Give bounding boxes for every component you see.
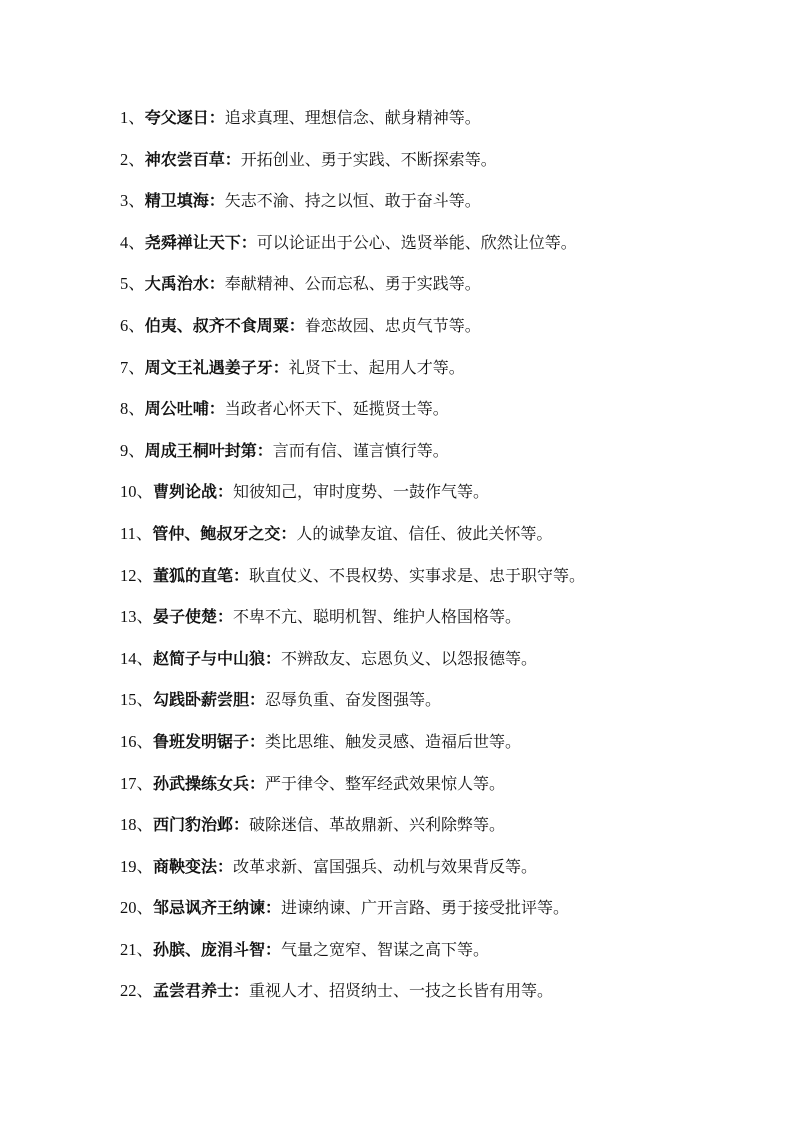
item-title: 神农尝百草： xyxy=(144,149,241,169)
list-item xyxy=(120,520,760,562)
story-list xyxy=(120,104,760,1019)
item-description: 礼贤下士、起用人才等。 xyxy=(288,357,465,377)
list-item xyxy=(120,229,760,271)
list-item xyxy=(120,977,760,1019)
list-item xyxy=(120,562,760,604)
item-number: 5、 xyxy=(120,274,145,294)
item-description: 可以论证出于公心、选贤举能、欣然让位等。 xyxy=(256,232,577,252)
item-number: 14、 xyxy=(120,648,153,668)
item-title: 管仲、鲍叔牙之交： xyxy=(152,523,297,543)
item-title: 孙武操练女兵： xyxy=(153,773,266,793)
list-item xyxy=(120,104,760,146)
list-item xyxy=(120,894,760,936)
item-number: 6、 xyxy=(120,315,145,335)
list-item xyxy=(120,728,760,770)
item-number: 13、 xyxy=(120,607,153,627)
item-title: 晏子使楚： xyxy=(153,607,234,627)
item-number: 1、 xyxy=(120,108,145,127)
list-item xyxy=(120,853,760,895)
item-title: 伯夷、叔齐不食周粟： xyxy=(144,315,305,335)
list-item xyxy=(120,686,760,728)
list-item xyxy=(120,645,760,687)
item-title: 夸父逐日： xyxy=(144,108,225,127)
item-description: 不卑不亢、聪明机智、维护人格国格等。 xyxy=(233,607,522,627)
item-title: 精卫填海： xyxy=(144,191,225,211)
item-number: 21、 xyxy=(120,939,153,959)
item-description: 追求真理、理想信念、献身精神等。 xyxy=(224,108,481,127)
list-item xyxy=(120,270,760,312)
list-item xyxy=(120,603,760,645)
item-title: 勾践卧薪尝胆： xyxy=(153,690,266,710)
item-title: 孟尝君养士： xyxy=(153,981,250,1001)
item-description: 矢志不渝、持之以恒、敢于奋斗等。 xyxy=(224,191,481,211)
item-number: 19、 xyxy=(120,856,153,876)
list-item xyxy=(120,478,760,520)
list-item xyxy=(120,312,760,354)
list-item xyxy=(120,187,760,229)
item-title: 鲁班发明锯子： xyxy=(153,731,266,751)
list-item xyxy=(120,770,760,812)
item-title: 董狐的直笔： xyxy=(153,565,250,585)
item-title: 邹忌讽齐王纳谏： xyxy=(153,898,282,918)
item-title: 周成王桐叶封第： xyxy=(144,440,273,460)
item-description: 知彼知己，审时度势、一鼓作气等。 xyxy=(233,482,490,502)
item-description: 改革求新、富国强兵、动机与效果背反等。 xyxy=(233,856,538,876)
item-title: 大禹治水： xyxy=(144,274,225,294)
item-description: 不辨敌友、忘恩负义、以怨报德等。 xyxy=(281,648,538,668)
item-title: 赵简子与中山狼： xyxy=(153,648,282,668)
item-number: 20、 xyxy=(120,898,153,918)
item-description: 奉献精神、公而忘私、勇于实践等。 xyxy=(224,274,481,294)
list-item xyxy=(120,395,760,437)
item-number: 18、 xyxy=(120,815,153,835)
item-description: 言而有信、谨言慎行等。 xyxy=(272,440,449,460)
item-description: 重视人才、招贤纳士、一技之长皆有用等。 xyxy=(249,981,554,1001)
list-item xyxy=(120,811,760,853)
item-description: 类比思维、触发灵感、造福后世等。 xyxy=(265,731,522,751)
item-description: 进谏纳谏、广开言路、勇于接受批评等。 xyxy=(281,898,570,918)
item-description: 忍辱负重、奋发图强等。 xyxy=(265,690,442,710)
item-title: 商鞅变法： xyxy=(153,856,234,876)
item-title: 孙膑、庞涓斗智： xyxy=(153,939,282,959)
item-description: 当政者心怀天下、延揽贤士等。 xyxy=(224,399,449,419)
item-number: 7、 xyxy=(120,357,145,377)
item-number: 12、 xyxy=(120,565,153,585)
list-item xyxy=(120,936,760,978)
item-number: 11、 xyxy=(120,523,153,543)
item-description: 气量之宽窄、智谋之高下等。 xyxy=(281,939,490,959)
item-description: 人的诚挚友谊、信任、彼此关怀等。 xyxy=(296,523,553,543)
item-number: 8、 xyxy=(120,399,145,419)
list-item xyxy=(120,437,760,479)
item-description: 耿直仗义、不畏权势、实事求是、忠于职守等。 xyxy=(249,565,586,585)
item-number: 22、 xyxy=(120,981,153,1001)
item-number: 16、 xyxy=(120,731,153,751)
item-description: 严于律令、整军经武效果惊人等。 xyxy=(265,773,506,793)
item-number: 15、 xyxy=(120,690,153,710)
item-number: 2、 xyxy=(120,149,145,169)
item-title: 曹刿论战： xyxy=(153,482,234,502)
item-number: 4、 xyxy=(120,232,145,252)
item-description: 破除迷信、革故鼎新、兴利除弊等。 xyxy=(249,815,506,835)
item-number: 9、 xyxy=(120,440,145,460)
item-number: 10、 xyxy=(120,482,153,502)
list-item xyxy=(120,146,760,188)
item-description: 眷恋故园、忠贞气节等。 xyxy=(304,315,481,335)
list-item xyxy=(120,354,760,396)
item-number: 17、 xyxy=(120,773,153,793)
item-title: 周公吐哺： xyxy=(144,399,225,419)
item-title: 周文王礼遇姜子牙： xyxy=(144,357,289,377)
item-description: 开拓创业、勇于实践、不断探索等。 xyxy=(240,149,497,169)
item-title: 尧舜禅让天下： xyxy=(144,232,257,252)
item-number: 3、 xyxy=(120,191,145,211)
item-title: 西门豹治邺： xyxy=(153,815,250,835)
